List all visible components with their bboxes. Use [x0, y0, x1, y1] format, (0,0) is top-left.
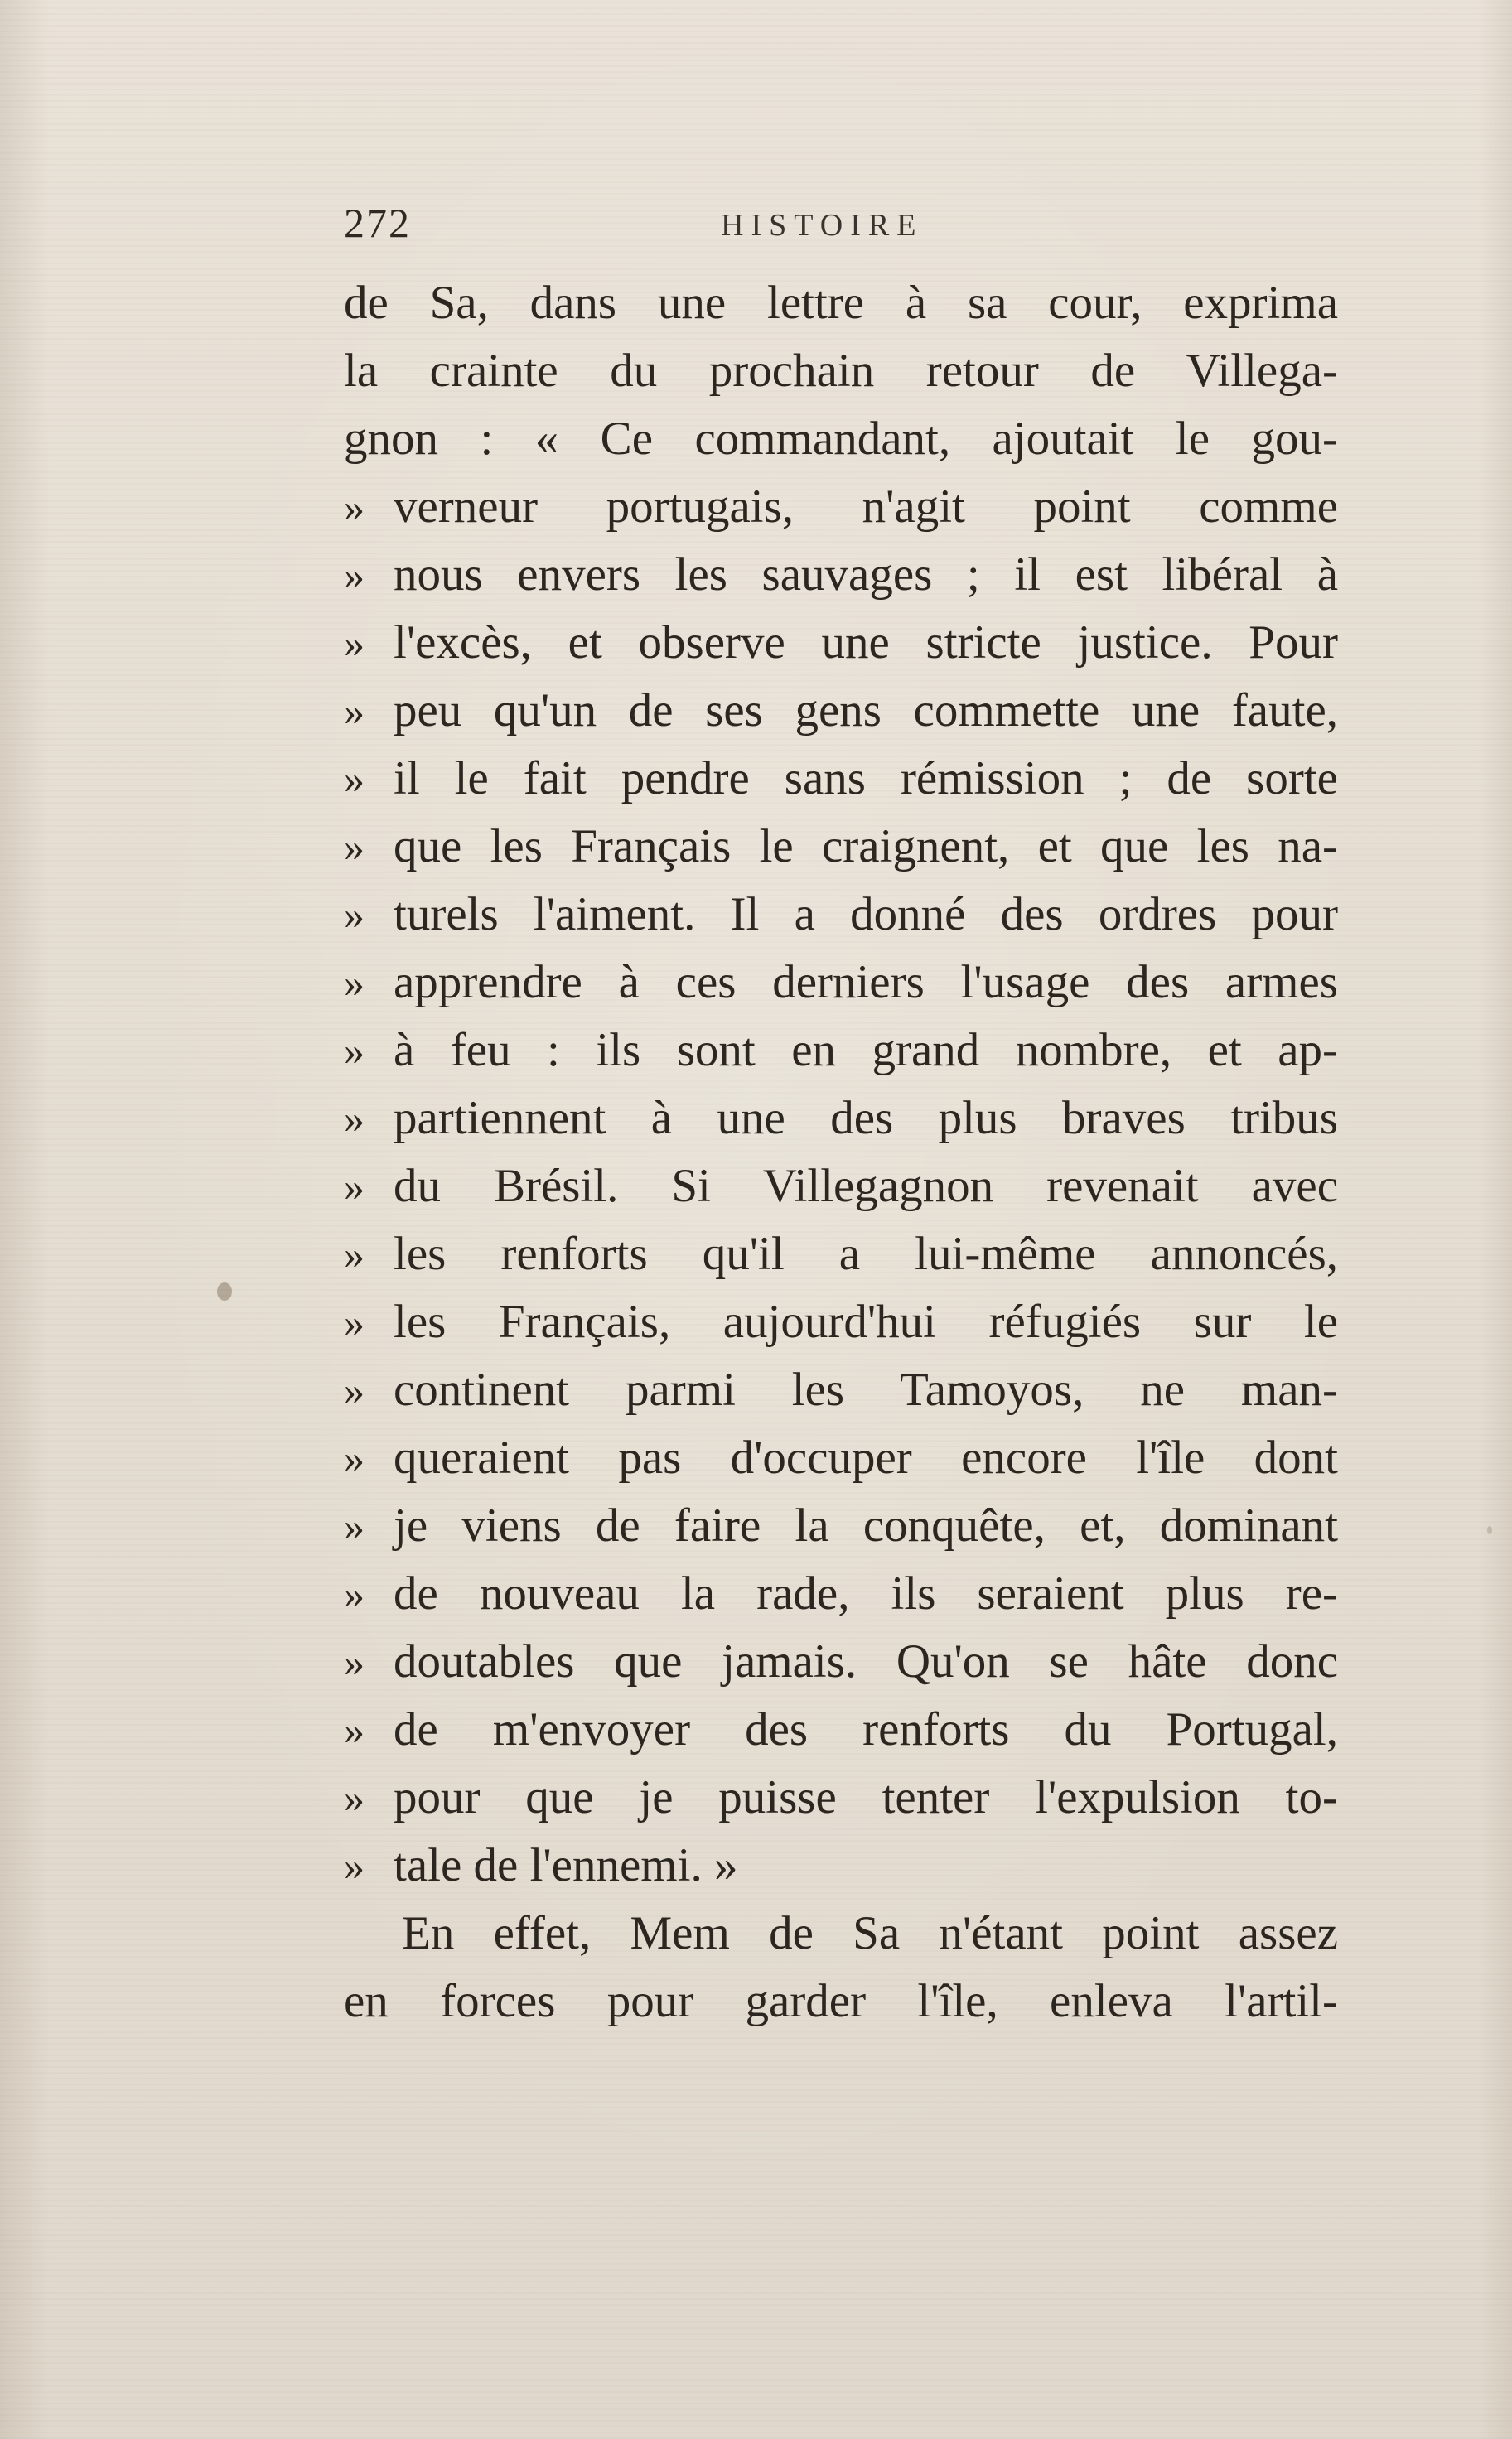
- text-line: [344, 337, 1338, 405]
- text-line-content: la crainte du prochain retour de Villega-: [344, 345, 1338, 397]
- text-line-content: continent parmi les Tamoyos, ne man-: [394, 1364, 1338, 1416]
- text-line-content: en forces pour garder l'île, enleva l'artil-: [344, 1975, 1338, 2027]
- guillemet-mark: »: [344, 891, 365, 938]
- text-line: [344, 1696, 1338, 1764]
- text-line-content: En effet, Mem de Sa n'étant point assez: [402, 1907, 1338, 1959]
- text-line: [344, 1832, 1338, 1900]
- text-line: [344, 269, 1338, 337]
- text-line-content: doutables que jamais. Qu'on se hâte donc: [394, 1635, 1338, 1688]
- body-text: [344, 269, 1338, 2036]
- text-line: [344, 1152, 1338, 1220]
- page-edge-shadow-left: [0, 0, 50, 2439]
- guillemet-mark: »: [344, 1095, 365, 1142]
- text-line: [344, 1356, 1338, 1424]
- text-line-content: les renforts qu'il a lui-même annoncés,: [394, 1228, 1338, 1280]
- text-line-content: turels l'aiment. Il a donné des ordres pour: [394, 888, 1338, 940]
- page-number: 272: [344, 200, 411, 246]
- text-line: [344, 609, 1338, 677]
- guillemet-mark: »: [344, 620, 365, 666]
- text-line-content: verneur portugais, n'agit point comme: [394, 481, 1338, 533]
- text-line: [344, 1424, 1338, 1492]
- running-head: HISTOIRE: [721, 208, 924, 243]
- text-line: [344, 1288, 1338, 1356]
- text-line-content: il le fait pendre sans rémission ; de sorte: [394, 752, 1338, 804]
- text-line-content: de Sa, dans une lettre à sa cour, exprima: [344, 277, 1338, 329]
- guillemet-mark: »: [344, 688, 365, 734]
- text-line: [344, 677, 1338, 745]
- guillemet-mark: »: [344, 1775, 365, 1821]
- guillemet-mark: »: [344, 1639, 365, 1685]
- text-line: [344, 1492, 1338, 1560]
- text-line-content: du Brésil. Si Villegagnon revenait avec: [394, 1160, 1338, 1212]
- guillemet-mark: »: [344, 1299, 365, 1345]
- text-line-content: de m'envoyer des renforts du Portugal,: [394, 1703, 1338, 1756]
- text-line: [344, 1560, 1338, 1628]
- text-line: [344, 813, 1338, 881]
- text-line: [344, 541, 1338, 609]
- text-line: [344, 1220, 1338, 1288]
- text-line: [344, 1968, 1338, 2036]
- guillemet-mark: »: [344, 959, 365, 1006]
- guillemet-mark: »: [344, 1163, 365, 1210]
- page-edge-shadow-right: [1479, 0, 1512, 2439]
- text-line: [344, 745, 1338, 813]
- text-line-content: à feu : ils sont en grand nombre, et ap-: [394, 1024, 1338, 1076]
- guillemet-mark: »: [344, 1503, 365, 1549]
- guillemet-mark: »: [344, 1843, 365, 1889]
- guillemet-mark: »: [344, 1571, 365, 1617]
- text-line-content: gnon : « Ce commandant, ajoutait le gou-: [344, 413, 1338, 465]
- text-line: [344, 1017, 1338, 1084]
- text-line-content: peu qu'un de ses gens commette une faute,: [394, 684, 1338, 737]
- foxing-spot: [1487, 1526, 1492, 1534]
- text-line-content: je viens de faire la conquête, et, dominant: [394, 1500, 1338, 1552]
- text-line: [344, 949, 1338, 1017]
- guillemet-mark: »: [344, 1707, 365, 1753]
- text-line: [344, 1900, 1338, 1968]
- text-line-content: queraient pas d'occuper encore l'île dont: [394, 1432, 1338, 1484]
- text-line: [344, 473, 1338, 541]
- text-line: [344, 1084, 1338, 1152]
- text-line: [344, 1628, 1338, 1696]
- text-line-content: apprendre à ces derniers l'usage des armes: [394, 956, 1338, 1008]
- text-line-content: que les Français le craignent, et que les na-: [394, 820, 1338, 872]
- text-line: [344, 1764, 1338, 1832]
- text-line-content: partiennent à une des plus braves tribus: [394, 1092, 1338, 1144]
- text-line: [344, 881, 1338, 949]
- text-line-content: l'excès, et observe une stricte justice. Pour: [394, 616, 1338, 669]
- text-line-content: de nouveau la rade, ils seraient plus re-: [394, 1567, 1338, 1620]
- guillemet-mark: »: [344, 1367, 365, 1413]
- guillemet-mark: »: [344, 1435, 365, 1481]
- guillemet-mark: »: [344, 823, 365, 870]
- text-line-content: nous envers les sauvages ; il est libéral à: [394, 548, 1338, 601]
- foxing-spot: [217, 1282, 232, 1301]
- guillemet-mark: »: [344, 1231, 365, 1277]
- guillemet-mark: »: [344, 484, 365, 530]
- guillemet-mark: »: [344, 756, 365, 802]
- text-line: [344, 405, 1338, 473]
- page-header: [344, 199, 1334, 257]
- text-line-content: tale de l'ennemi. »: [394, 1839, 738, 1891]
- guillemet-mark: »: [344, 1027, 365, 1074]
- text-line-content: pour que je puisse tenter l'expulsion to-: [394, 1771, 1338, 1823]
- text-line-content: les Français, aujourd'hui réfugiés sur le: [394, 1296, 1338, 1348]
- guillemet-mark: »: [344, 552, 365, 598]
